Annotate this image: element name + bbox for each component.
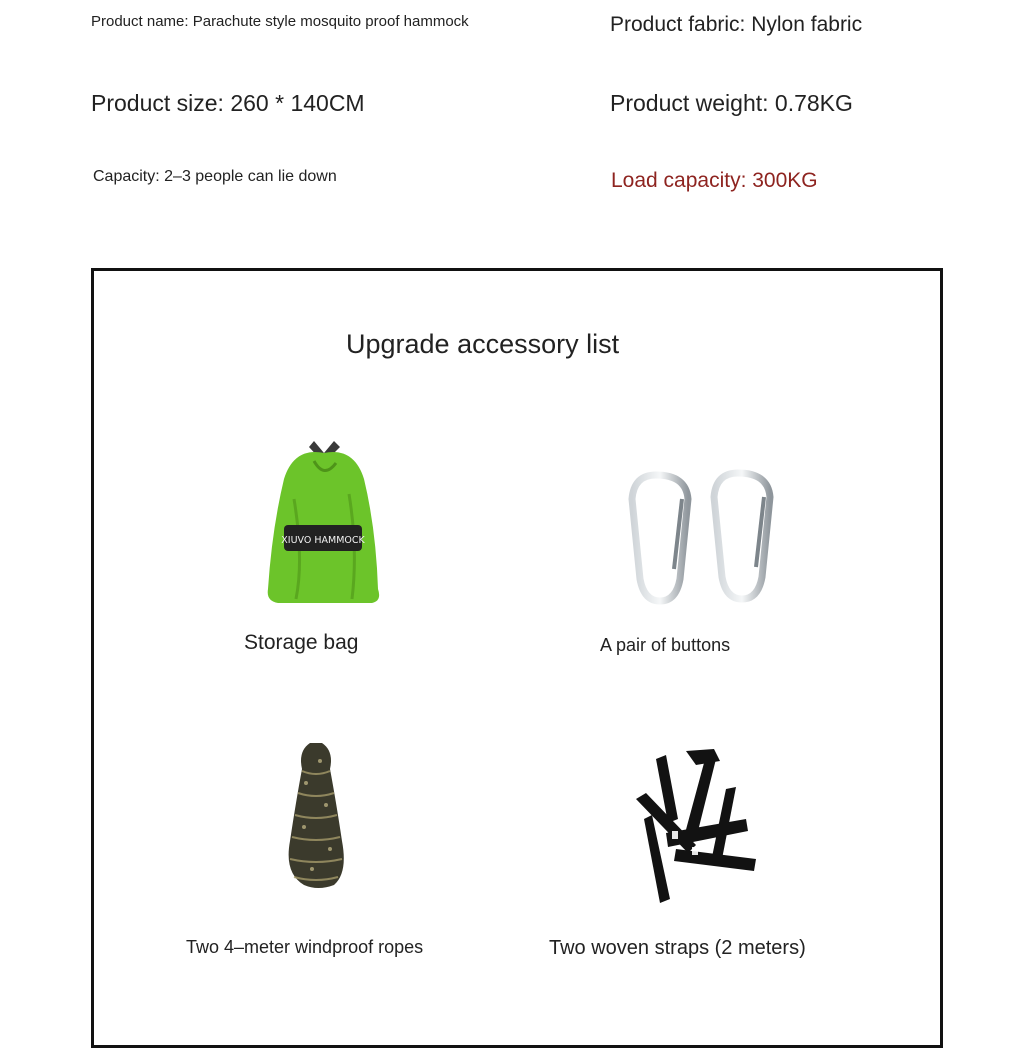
spec-product-size: Product size: 260 * 140CM (91, 90, 365, 116)
storage-bag-label: XIUVO HAMMOCK (281, 535, 365, 546)
spec-product-fabric: Product fabric: Nylon fabric (610, 13, 863, 36)
spec-product-name: Product name: Parachute style mosquito proof hammock (91, 13, 469, 30)
accessory-caption-straps: Two woven straps (2 meters) (549, 937, 806, 959)
accessory-caption-ropes: Two 4–meter windproof ropes (186, 937, 424, 957)
accessory-caption-storage-bag: Storage bag (244, 631, 359, 654)
spec-capacity: Capacity: 2–3 people can lie down (93, 168, 337, 185)
rope-coil-icon (276, 741, 356, 891)
accessory-caption-buttons: A pair of buttons (600, 635, 731, 655)
accessory-panel (91, 268, 943, 1048)
strap-icon (626, 749, 766, 909)
storage-bag-icon (254, 439, 394, 619)
spec-product-weight: Product weight: 0.78KG (610, 90, 853, 116)
carabiner-icon (626, 469, 776, 609)
spec-load-capacity: Load capacity: 300KG (611, 169, 818, 192)
accessory-list-title: Upgrade accessory list (346, 329, 620, 359)
